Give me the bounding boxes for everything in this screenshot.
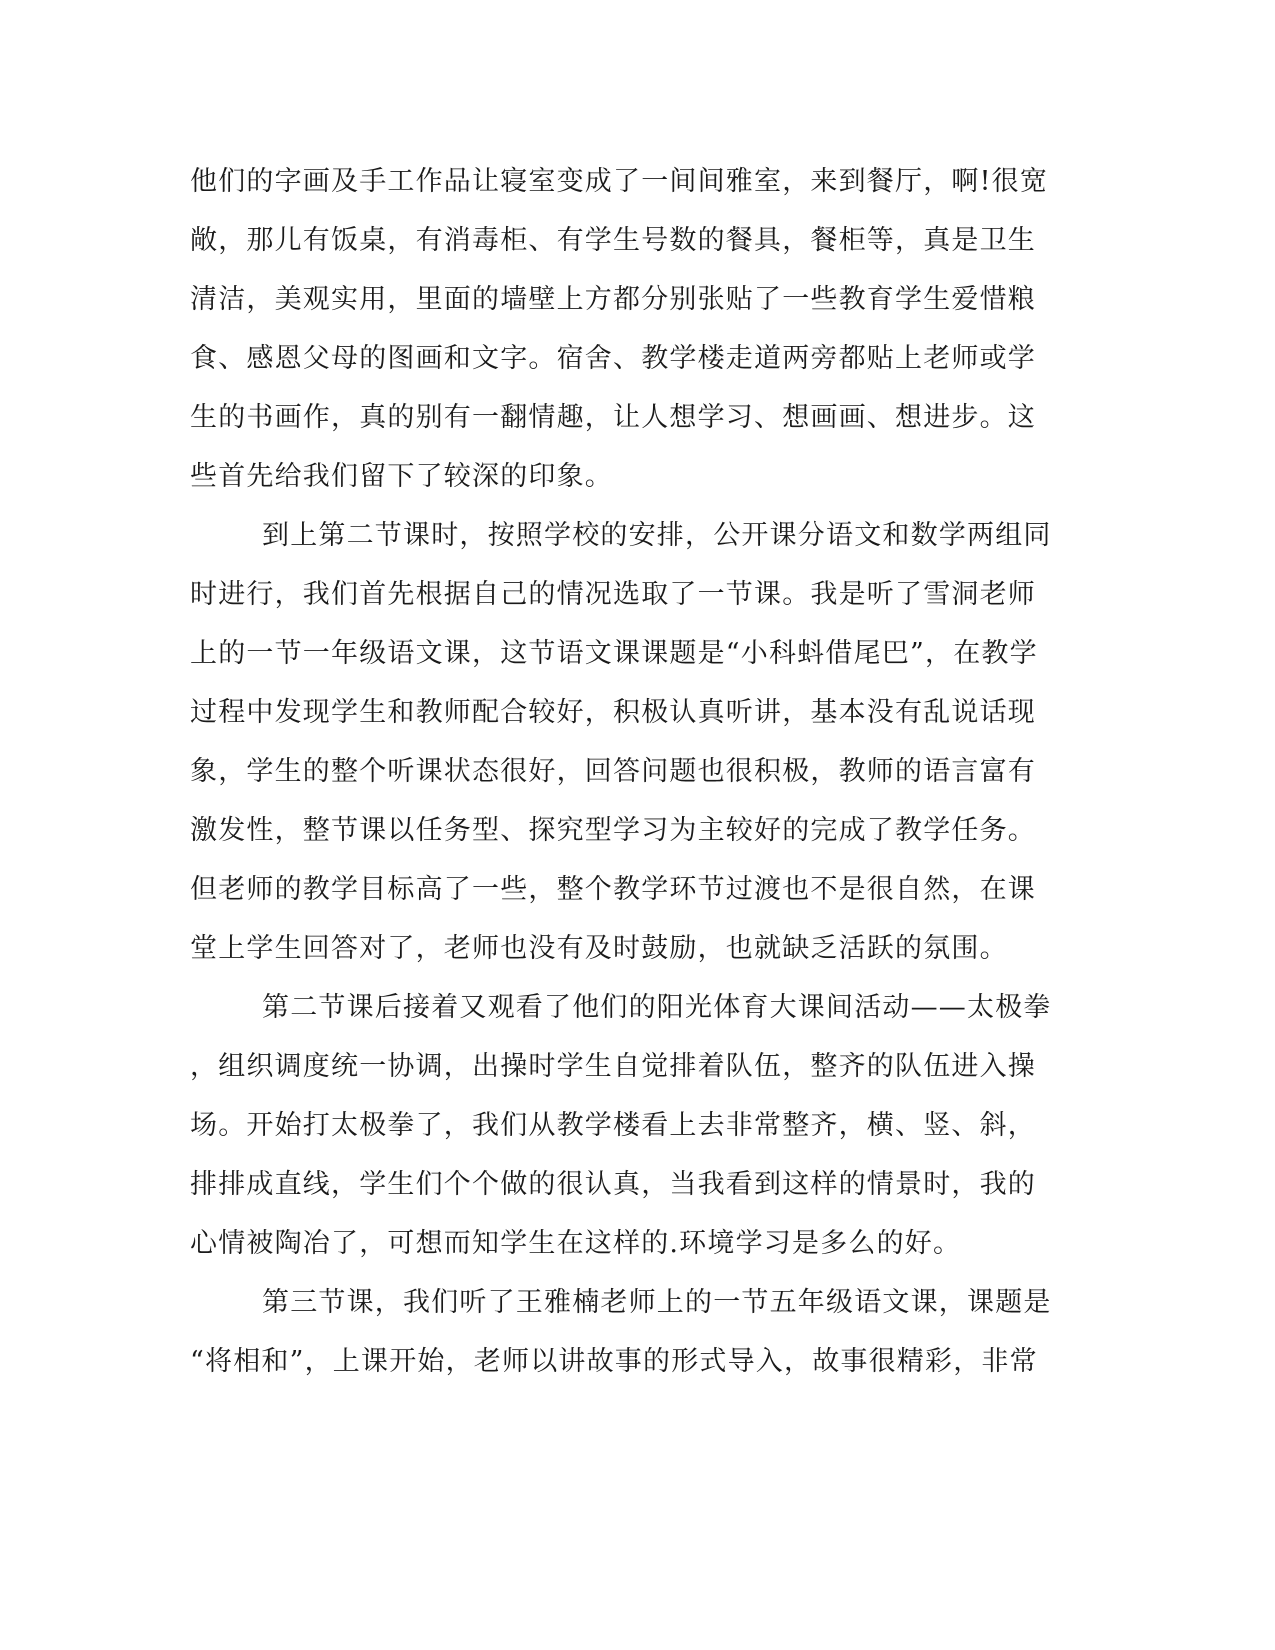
text-line: 排排成直线，学生们个个做的很认真，当我看到这样的情景时，我的 [190,1169,1036,1200]
text-line: 激发性，整节课以任务型、探究型学习为主较好的完成了教学任务。 [190,815,1036,846]
text-line: 食、感恩父母的图画和文字。宿舍、教学楼走道两旁都贴上老师或学 [190,343,1036,374]
paragraph-start-line: 到上第二节课时，按照学校的安排，公开课分语文和数学两组同 [262,520,1052,551]
text-line: ，组织调度统一协调，出操时学生自觉排着队伍，整齐的队伍进入操 [190,1051,1036,1082]
text-line: 些首先给我们留下了较深的印象。 [190,461,613,492]
text-line: 时进行，我们首先根据自己的情况选取了一节课。我是听了雪洞老师 [190,579,1036,610]
text-line: 场。开始打太极拳了，我们从教学楼看上去非常整齐，横、竖、斜， [190,1110,1036,1141]
text-line: “将相和”，上课开始，老师以讲故事的形式导入，故事很精彩，非常 [190,1346,1038,1377]
paragraph-start-line: 第二节课后接着又观看了他们的阳光体育大课间活动——太极拳 [262,992,1052,1023]
text-line: 但老师的教学目标高了一些，整个教学环节过渡也不是很自然，在课 [190,874,1036,905]
text-line: 过程中发现学生和教师配合较好，积极认真听讲，基本没有乱说话现 [190,697,1036,728]
text-line: 象，学生的整个听课状态很好，回答问题也很积极，教师的语言富有 [190,756,1036,787]
paragraph-start-line: 第三节课，我们听了王雅楠老师上的一节五年级语文课，课题是 [262,1287,1052,1318]
text-line: 生的书画作，真的别有一翻情趣，让人想学习、想画画、想进步。这 [190,402,1036,433]
text-line: 心情被陶冶了，可想而知学生在这样的.环境学习是多么的好。 [190,1228,962,1259]
text-line: 敞，那儿有饭桌，有消毒柜、有学生号数的餐具，餐柜等，真是卫生 [190,225,1036,256]
text-line: 上的一节一年级语文课，这节语文课课题是“小科蚪借尾巴”，在教学 [190,638,1038,669]
text-line: 清洁，美观实用，里面的墙壁上方都分别张贴了一些教育学生爱惜粮 [190,284,1036,315]
text-line: 堂上学生回答对了，老师也没有及时鼓励，也就缺乏活跃的氛围。 [190,933,1008,964]
text-line: 他们的字画及手工作品让寝室变成了一间间雅室，来到餐厅，啊!很宽 [190,166,1049,197]
